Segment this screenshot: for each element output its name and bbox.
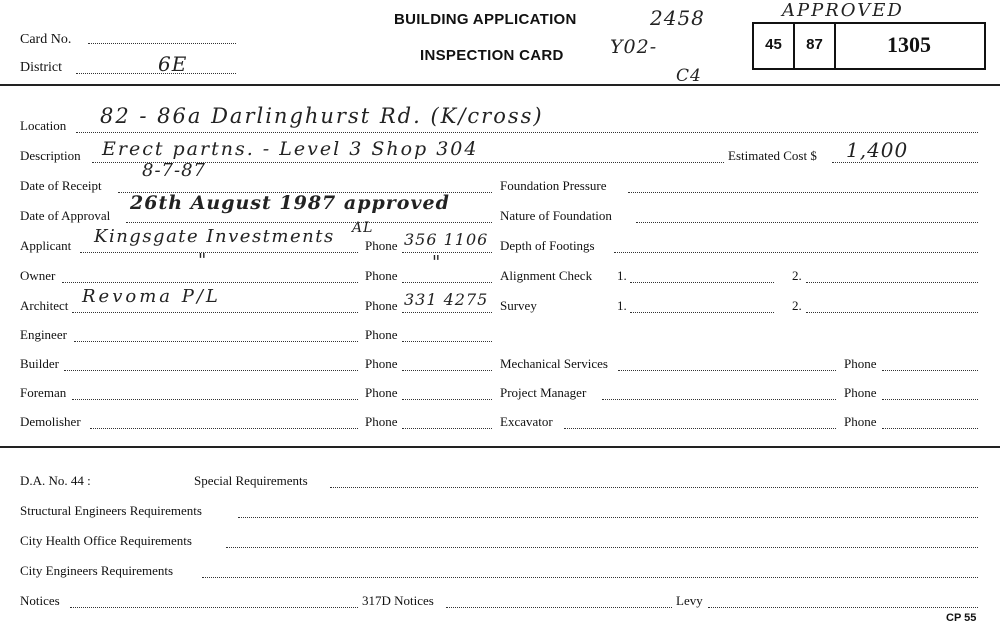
notices-317d-label: 317D Notices xyxy=(362,593,434,608)
architect-phone: 331 4275 xyxy=(404,290,489,309)
survey-1: 1. xyxy=(617,298,627,313)
mechanical-services-line xyxy=(618,370,836,371)
date-of-receipt-value: 8-7-87 xyxy=(142,160,206,181)
survey-line-1 xyxy=(630,312,774,313)
engineer-phone-line xyxy=(402,341,492,342)
location-label: Location xyxy=(20,118,67,133)
builder-phone-label: Phone xyxy=(365,356,398,371)
c4-mark: C4 xyxy=(676,66,702,86)
city-engineers-label: City Engineers Requirements xyxy=(20,563,174,578)
owner-value: " xyxy=(198,250,208,271)
depth-of-footings-line xyxy=(614,252,978,253)
box-cell-1: 45 xyxy=(765,36,782,53)
project-manager-phone-line xyxy=(882,399,978,400)
section-rule xyxy=(0,446,1000,448)
da-no-label: D.A. No. 44 : xyxy=(20,473,91,488)
project-manager-phone-label: Phone xyxy=(844,385,877,400)
applicant-value: Kingsgate Investments xyxy=(94,226,335,247)
architect-phone-line xyxy=(402,312,492,313)
alignment-check-1: 1. xyxy=(617,268,627,283)
architect-label: Architect xyxy=(20,298,69,313)
applicant-label: Applicant xyxy=(20,238,72,253)
nature-of-foundation-line xyxy=(636,222,978,223)
form-code: CP 55 xyxy=(946,612,977,624)
description-value: Erect partns. - Level 3 Shop 304 xyxy=(102,138,479,160)
district-value: 6E xyxy=(158,52,188,76)
alignment-check-line-1 xyxy=(630,282,774,283)
special-requirements-line xyxy=(330,487,978,488)
approval-initials: AL xyxy=(352,220,374,236)
demolisher-phone-label: Phone xyxy=(365,414,398,429)
district-line xyxy=(76,73,236,74)
date-of-approval-line xyxy=(126,222,492,223)
applicant-phone: 356 1106 xyxy=(404,230,489,249)
depth-of-footings-label: Depth of Footings xyxy=(500,238,595,253)
header-rule xyxy=(0,84,1000,86)
architect-phone-label: Phone xyxy=(365,298,398,313)
owner-line xyxy=(62,282,358,283)
notices-317d-line xyxy=(446,607,672,608)
location-line xyxy=(76,132,978,133)
foundation-pressure-line xyxy=(628,192,978,193)
survey-2: 2. xyxy=(792,298,802,313)
box-cell-2: 87 xyxy=(806,36,823,53)
survey-line-2 xyxy=(806,312,978,313)
approved-stamp: APPROVED xyxy=(782,0,904,21)
applicant-line xyxy=(80,252,358,253)
demolisher-line xyxy=(90,428,358,429)
project-manager-label: Project Manager xyxy=(500,385,587,400)
nature-of-foundation-label: Nature of Foundation xyxy=(500,208,612,223)
levy-line xyxy=(708,607,978,608)
alignment-check-line-2 xyxy=(806,282,978,283)
architect-value: Revoma P/L xyxy=(82,286,221,307)
ref-number: 2458 xyxy=(650,6,705,30)
form-title-line1: BUILDING APPLICATION xyxy=(394,11,577,28)
architect-line xyxy=(72,312,358,313)
ref-handwritten: Y02- xyxy=(610,36,658,58)
district-label: District xyxy=(20,60,62,75)
foreman-phone-label: Phone xyxy=(365,385,398,400)
form-title-line2: INSPECTION CARD xyxy=(420,47,564,64)
notices-label: Notices xyxy=(20,593,60,608)
owner-phone-line xyxy=(402,282,492,283)
owner-phone-label: Phone xyxy=(365,268,398,283)
city-health-line xyxy=(226,547,978,548)
builder-phone-line xyxy=(402,370,492,371)
card-no-line xyxy=(88,43,236,44)
estimated-cost-value: 1,400 xyxy=(846,138,909,162)
foreman-line xyxy=(72,399,358,400)
applicant-phone-label: Phone xyxy=(365,238,398,253)
levy-label: Levy xyxy=(676,593,703,608)
foundation-pressure-label: Foundation Pressure xyxy=(500,178,607,193)
city-engineers-line xyxy=(202,577,978,578)
city-health-label: City Health Office Requirements xyxy=(20,533,192,548)
excavator-label: Excavator xyxy=(500,414,553,429)
demolisher-label: Demolisher xyxy=(20,414,81,429)
date-of-receipt-label: Date of Receipt xyxy=(20,178,102,193)
applicant-phone-line xyxy=(402,252,492,253)
engineer-label: Engineer xyxy=(20,327,67,342)
owner-phone: " xyxy=(432,252,442,273)
estimated-cost-line xyxy=(832,162,978,163)
builder-label: Builder xyxy=(20,356,59,371)
estimated-cost-label: Estimated Cost $ xyxy=(728,148,817,163)
alignment-check-2: 2. xyxy=(792,268,802,283)
excavator-phone-label: Phone xyxy=(844,414,877,429)
date-of-approval-label: Date of Approval xyxy=(20,208,111,223)
foreman-phone-line xyxy=(402,399,492,400)
survey-label: Survey xyxy=(500,298,537,313)
mechanical-services-label: Mechanical Services xyxy=(500,356,608,371)
special-requirements-label: Special Requirements xyxy=(194,473,308,488)
demolisher-phone-line xyxy=(402,428,492,429)
excavator-phone-line xyxy=(882,428,978,429)
owner-label: Owner xyxy=(20,268,56,283)
foreman-label: Foreman xyxy=(20,385,67,400)
structural-engineers-line xyxy=(238,517,978,518)
mechanical-services-phone-line xyxy=(882,370,978,371)
project-manager-line xyxy=(602,399,836,400)
alignment-check-label: Alignment Check xyxy=(500,268,593,283)
mechanical-services-phone-label: Phone xyxy=(844,356,877,371)
notices-line xyxy=(70,607,358,608)
engineer-line xyxy=(74,341,358,342)
structural-engineers-label: Structural Engineers Requirements xyxy=(20,503,202,518)
excavator-line xyxy=(564,428,836,429)
card-no-label: Card No. xyxy=(20,32,72,47)
location-value: 82 - 86a Darlinghurst Rd. (K/cross) xyxy=(100,104,544,128)
engineer-phone-label: Phone xyxy=(365,327,398,342)
card-number: 1305 xyxy=(887,32,931,57)
description-label: Description xyxy=(20,148,81,163)
builder-line xyxy=(64,370,358,371)
date-of-approval-value: 26th August 1987 approved xyxy=(130,192,450,214)
